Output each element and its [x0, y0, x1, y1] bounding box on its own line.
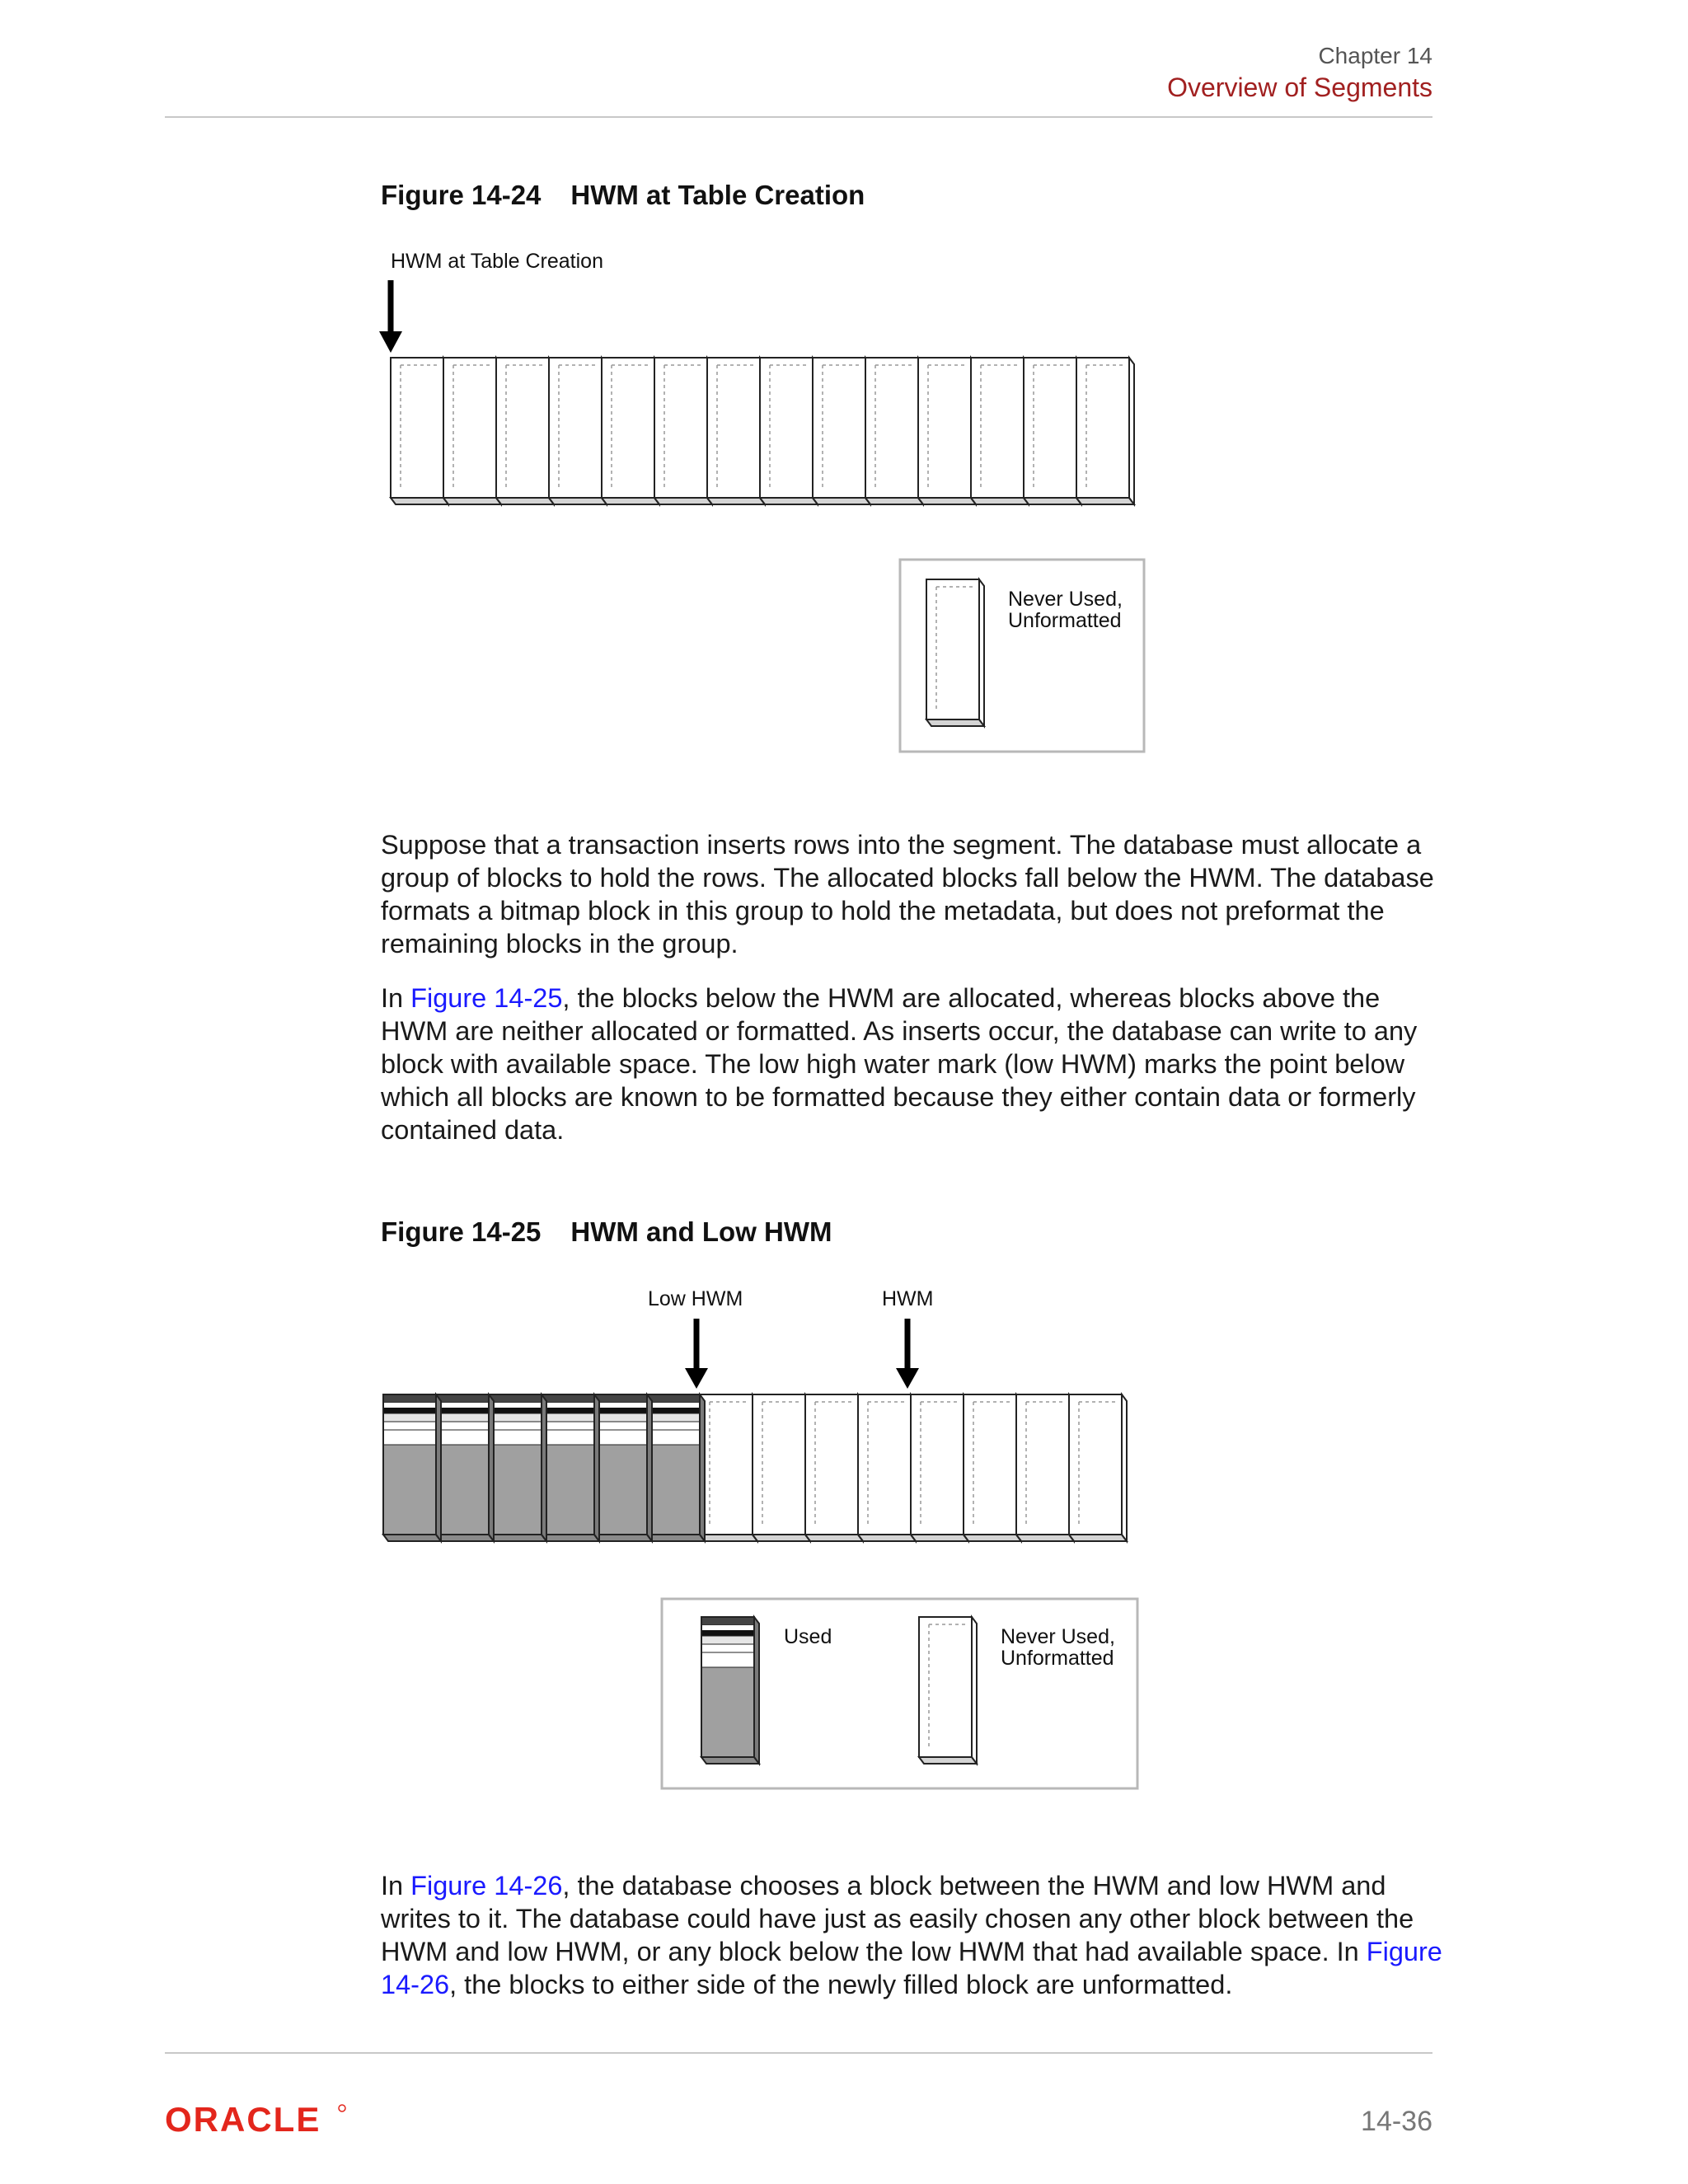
paragraph-write-block — [381, 1869, 1444, 2001]
figure-24-legend — [900, 560, 1144, 752]
figure-25-number: Figure 14-25 — [381, 1216, 542, 1247]
paragraph-low-hwm — [381, 982, 1444, 1146]
unformatted-block — [964, 1394, 1021, 1541]
figure-24-diagram — [0, 0, 1688, 766]
unformatted-block — [753, 1394, 810, 1541]
figure-25-caption — [381, 1216, 832, 1248]
figure-25-legend — [662, 1599, 1137, 1788]
unformatted-block — [865, 358, 923, 504]
unformatted-block — [1069, 1394, 1127, 1541]
unformatted-block — [813, 358, 870, 504]
unformatted-block — [760, 358, 818, 504]
footer-divider — [165, 2052, 1432, 2054]
hwm-label: HWM — [882, 1287, 934, 1310]
used-block — [594, 1394, 652, 1541]
figure-14-26-link[interactable]: Figure 14-26 — [410, 1871, 563, 1900]
unformatted-block-icon — [926, 579, 984, 726]
unformatted-block — [971, 358, 1029, 504]
unformatted-block — [911, 1394, 968, 1541]
unformatted-block — [654, 358, 712, 504]
oracle-logo[interactable] — [165, 2100, 363, 2141]
unformatted-block — [1016, 1394, 1074, 1541]
used-block — [436, 1394, 494, 1541]
chapter-label: Chapter 14 — [1318, 43, 1432, 68]
section-title[interactable]: Overview of Segments — [1167, 73, 1432, 102]
unformatted-block — [391, 358, 448, 504]
used-block — [489, 1394, 546, 1541]
paragraph-2-prefix: In — [381, 983, 411, 1013]
used-block — [542, 1394, 599, 1541]
page-number: 14-36 — [1361, 2106, 1432, 2137]
figure-14-26-link-2[interactable]: Figure 14-26 — [381, 1937, 1442, 1999]
low-hwm-arrow-icon — [685, 1319, 708, 1389]
unformatted-block — [858, 1394, 916, 1541]
used-block-icon — [701, 1617, 759, 1764]
oracle-logo-text: ORACLE — [165, 2100, 321, 2139]
unformatted-block — [496, 358, 554, 504]
unformatted-block — [700, 1394, 757, 1541]
segment-blocks-row — [391, 358, 1134, 504]
figure-24-number: Figure 14-24 — [381, 180, 542, 210]
segment-blocks-row — [383, 1394, 1127, 1541]
used-block — [647, 1394, 705, 1541]
hwm-creation-label: HWM at Table Creation — [391, 250, 603, 273]
unformatted-block — [805, 1394, 863, 1541]
paragraph-3-prefix: In — [381, 1871, 411, 1900]
hwm-arrow-icon — [379, 280, 402, 353]
hwm-arrow-icon — [896, 1319, 919, 1389]
unformatted-block — [1076, 358, 1134, 504]
paragraph-allocate: Suppose that a transaction inserts rows into the segment. The database must allocate a group of blocks to hold the rows. The allocated blocks fall below the HWM. The database formats a bitmap block in this group to hold the metadata, but does not preformat the remaining blocks in the group. — [381, 830, 1434, 958]
figure-14-25-link[interactable]: Figure 14-25 — [410, 983, 563, 1013]
legend-used: Used — [784, 1625, 832, 1648]
unformatted-block — [443, 358, 501, 504]
unformatted-block — [707, 358, 765, 504]
legend-unformatted-line1: Never Used, — [1001, 1625, 1115, 1648]
figure-24-title: HWM at Table Creation — [570, 180, 865, 210]
unformatted-block — [1024, 358, 1081, 504]
paragraph-2-rest: , the blocks below the HWM are allocated, whereas blocks above the HWM are neither allocated or formatted. As inserts occur, the database can write to any block with available space. The low high water mark (low HWM) marks the point below which all blocks are known to be formatted because they either contain data or formerly contained data. — [381, 983, 1418, 1145]
unformatted-block — [918, 358, 976, 504]
legend-unformatted-line1: Never Used, — [1008, 588, 1123, 611]
unformatted-block — [549, 358, 607, 504]
legend-unformatted-line2: Unformatted — [1001, 1647, 1114, 1670]
paragraph-3-suffix: , the blocks to either side of the newly filled block are unformatted. — [449, 1970, 1233, 1999]
unformatted-block-icon — [919, 1617, 977, 1764]
used-block — [383, 1394, 441, 1541]
unformatted-block — [602, 358, 659, 504]
figure-25-title: HWM and Low HWM — [570, 1216, 832, 1247]
legend-unformatted-line2: Unformatted — [1008, 609, 1122, 632]
figure-25-diagram — [0, 1253, 1688, 1797]
paragraph-3-middle: , the database chooses a block between the HWM and low HWM and writes to it. The database could have just as easily chosen any other block between the HWM and low HWM, or any block below the low HWM that had available space. In — [381, 1871, 1414, 1966]
low-hwm-label: Low HWM — [648, 1287, 743, 1310]
